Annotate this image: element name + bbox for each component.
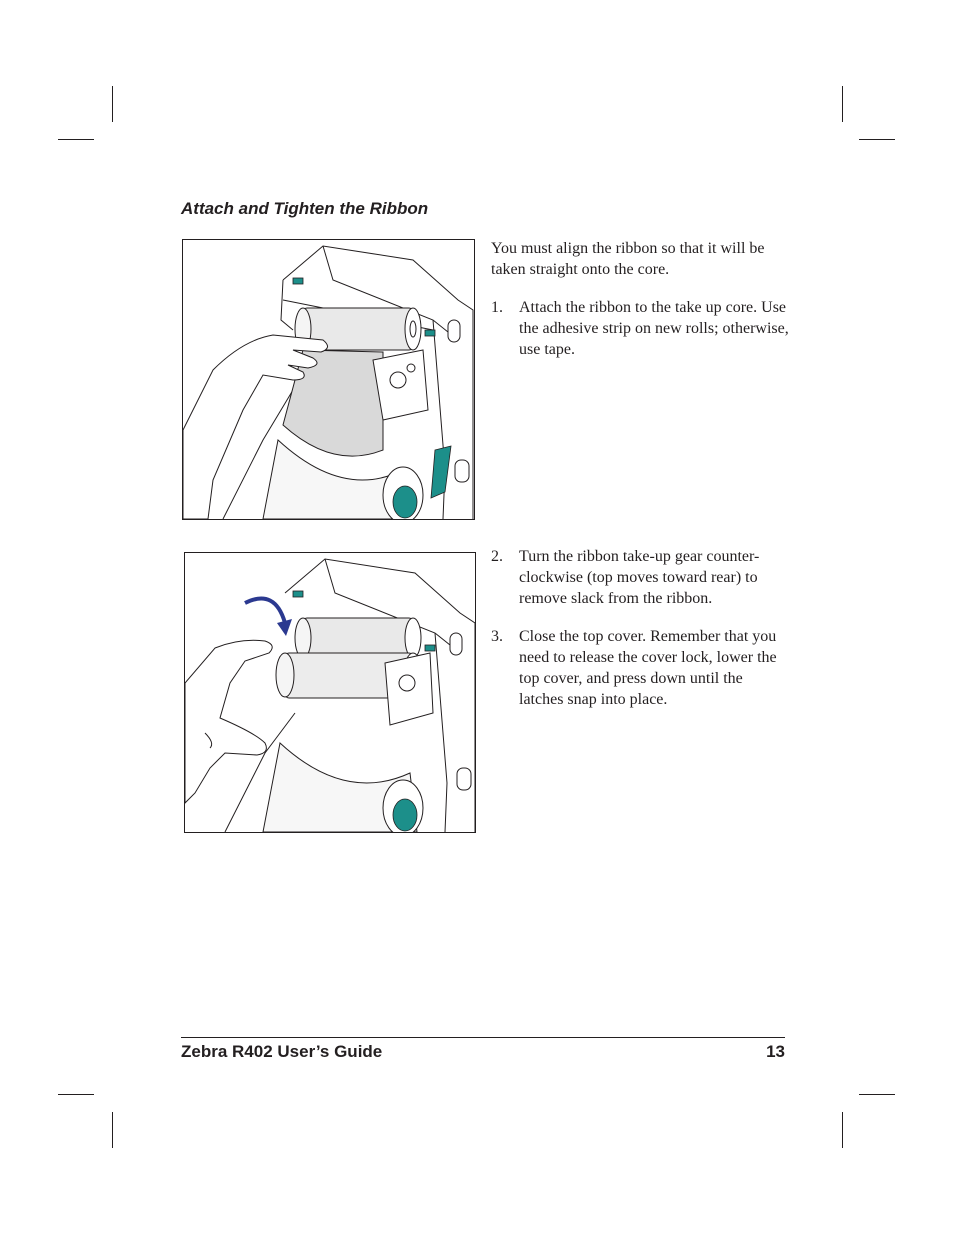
step-number: 1. (491, 299, 503, 316)
crop-mark (112, 86, 113, 122)
printer-illustration (183, 240, 474, 519)
intro-paragraph: You must align the ribbon so that it will be taken straight onto the core. (491, 240, 765, 278)
figure-tighten-ribbon (184, 552, 476, 833)
step-number: 3. (491, 628, 503, 645)
step-number: 2. (491, 548, 503, 565)
crop-mark (859, 139, 895, 140)
step-text: Attach the ribbon to the take up core. Use the adhesive strip on new rolls; otherwise, use tape. (519, 299, 789, 358)
page-number: 13 (766, 1042, 785, 1061)
crop-mark (842, 1112, 843, 1148)
crop-mark (112, 1112, 113, 1148)
rotation-arrow-icon (245, 599, 285, 624)
footer-rule (181, 1037, 785, 1038)
step-text: Turn the ribbon take-up gear counter-clockwise (top moves toward rear) to remove slack from the ribbon. (519, 548, 760, 607)
crop-mark (58, 1094, 94, 1095)
crop-mark (58, 139, 94, 140)
footer-guide-title: Zebra R402 User’s Guide (181, 1042, 383, 1061)
section-title: Attach and Tighten the Ribbon (181, 199, 429, 218)
step-text: Close the top cover. Remember that you need to release the cover lock, lower the top cover, and press down until the latches snap into place. (519, 628, 777, 708)
crop-mark (842, 86, 843, 122)
figure-attach-ribbon (182, 239, 475, 520)
printer-illustration (185, 553, 475, 832)
crop-mark (859, 1094, 895, 1095)
